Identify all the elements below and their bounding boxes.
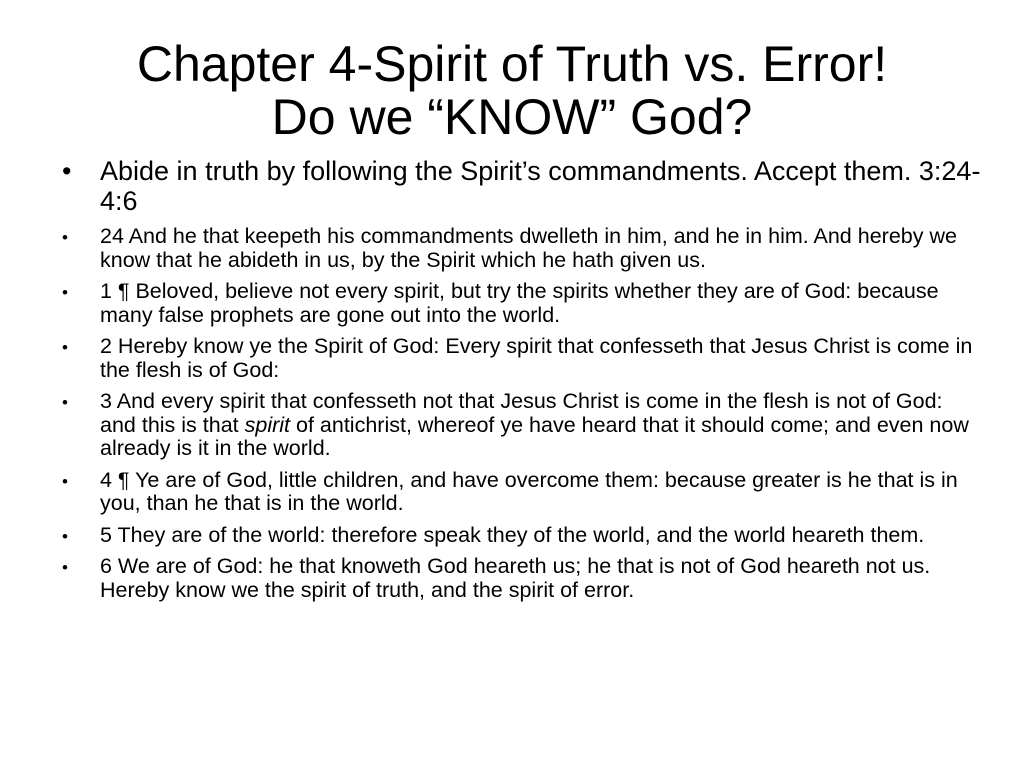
title-line-1: Chapter 4-Spirit of Truth vs. Error! [136,36,888,92]
bullet-text: Abide in truth by following the Spirit’s commandments. Accept them. 3:24-4:6 [100,156,981,216]
bullet-text: 2 Hereby know ye the Spirit of God: Every spirit that confesseth that Jesus Christ is come in the flesh is of God: [100,334,973,382]
bullet-text: 24 And he that keepeth his commandments dwelleth in him, and he in him. And hereby we know that he abideth in us, by the Spirit which he hath given us. [100,224,957,272]
bullet-dot-icon: • [62,283,68,302]
bullet-text: 6 We are of God: he that knoweth God heareth us; he that is not of God heareth not us. Hereby know we the spirit of truth, and the spirit of error. [100,554,931,602]
bullet-dot-icon: • [62,558,68,577]
bullet-text-part: of antichrist, whereof ye have heard that it should come; and even now already is it in the world. [100,412,969,460]
slide-title [0,38,1024,144]
bullet-dot-icon: • [62,228,68,247]
title-line-2: Do we “KNOW” God? [271,89,753,145]
bullet-dot-icon: • [62,338,68,357]
bullet-item-intro [62,156,982,216]
bullet-item-verse-3 [62,390,982,461]
bullet-dot-icon: • [62,393,68,412]
bullet-item-verse-24 [62,225,982,272]
bullet-list [62,156,982,610]
bullet-text-part: 3 And every spirit that confesseth not that Jesus Christ is come in the flesh is not of God: and this is that [100,389,943,437]
bullet-item-verse-2 [62,335,982,382]
bullet-item-verse-4 [62,469,982,516]
bullet-text: 5 They are of the world: therefore speak they of the world, and the world heareth them. [100,522,925,547]
bullet-dot-icon: • [62,526,68,546]
bullet-text: 1 ¶ Beloved, believe not every spirit, but try the spirits whether they are of God: because many false prophets are gone out into the world. [100,279,939,327]
bullet-item-verse-6 [62,555,982,602]
bullet-dot-icon: • [62,156,72,186]
bullet-item-verse-1 [62,280,982,327]
bullet-text [100,389,969,460]
bullet-item-verse-5 [62,524,982,548]
bullet-dot-icon: • [62,471,68,491]
bullet-text-italic: spirit [244,412,291,437]
bullet-text: 4 ¶ Ye are of God, little children, and have overcome them: because greater is he that is in you, than he that is in the world. [100,467,958,515]
